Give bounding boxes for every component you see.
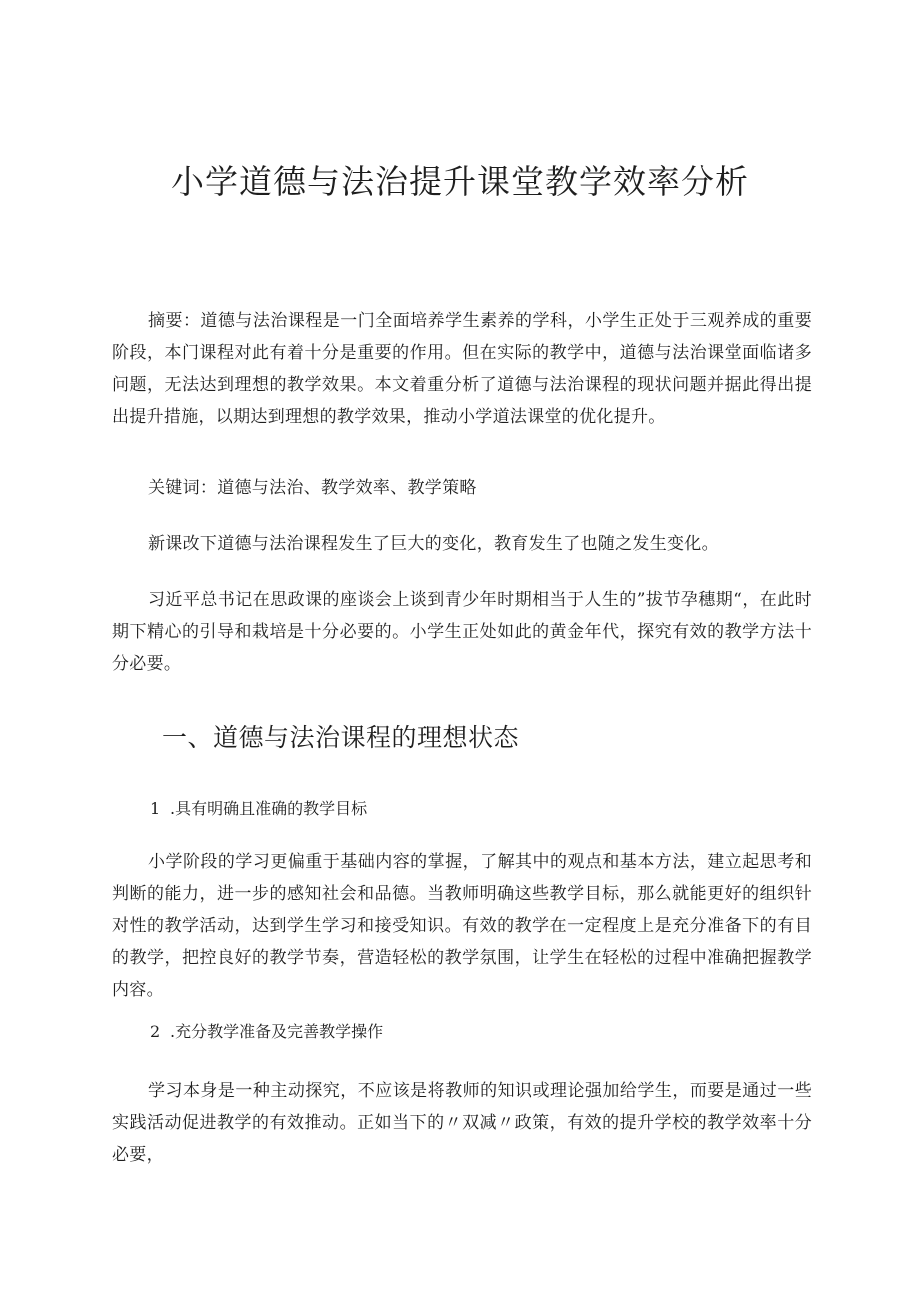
subsection-2-body: 学习本身是一种主动探究，不应该是将教师的知识或理论强加给学生，而要是通过一些实践活动促进教学的有效推动。正如当下的〃双减〃政策，有效的提升学校的教学效率十分必要， [112, 1081, 812, 1165]
subsection-2-title: .充分教学准备及完善教学操作 [170, 1022, 384, 1041]
keywords-line: 关键词：道德与法治、教学效率、教学策略 [148, 478, 477, 498]
abstract-paragraph: 摘要：道德与法治课程是一门全面培养学生素养的学科，小学生正处于三观养成的重要阶段，本门课程对此有着十分是重要的作用。但在实际的教学中，道德与法治课堂面临诸多问题，无法达到理想的教学效果。本文着重分析了道德与法治课程的现状问题并据此得出提出提升措施，以期达到理想的教学效果，推动小学道法课堂的优化提升。 [112, 311, 812, 427]
subsection-1-number: 1 [150, 799, 161, 818]
section-1-heading: 一、道德与法治课程的理想状态 [162, 723, 520, 752]
subsection-2-number: 2 [150, 1022, 161, 1041]
subsection-1-body: 小学阶段的学习更偏重于基础内容的掌握，了解其中的观点和基本方法，建立起思考和判断的能力，进一步的感知社会和品德。当教师明确这些教学目标，那么就能更好的组织针对性的教学活动，达到学生学习和接受知识。有效的教学在一定程度上是充分准备下的有目的教学，把控良好的教学节奏，营造轻松的教学氛围，让学生在轻松的过程中准确把握教学内容。 [112, 852, 812, 1000]
subsection-1-title: .具有明确且准确的教学目标 [170, 799, 368, 818]
intro-paragraph-1: 新课改下道德与法治课程发生了巨大的变化，教育发生了也随之发生变化。 [148, 534, 719, 554]
subsection-2-heading [150, 1017, 383, 1047]
document-title: 小学道德与法治提升课堂教学效率分析 [171, 162, 749, 201]
subsection-1-heading [150, 794, 367, 824]
intro-paragraph-2: 习近平总书记在思政课的座谈会上谈到青少年时期相当于人生的”拔节孕穗期“，在此时期下精心的引导和栽培是十分必要的。小学生正处如此的黄金年代，探究有效的教学方法十分必要。 [112, 590, 812, 674]
